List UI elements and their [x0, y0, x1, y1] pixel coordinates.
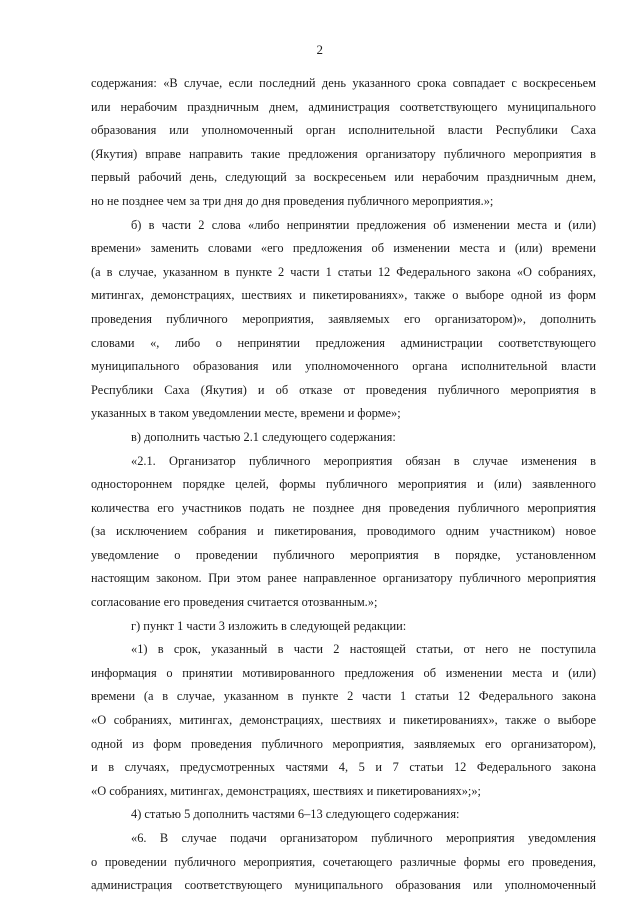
text-line: словами «, либо о непринятии предложения администрации соответствующего: [91, 335, 596, 350]
text-line: г) пункт 1 части 3 изложить в следующей редакции:: [131, 618, 407, 633]
text-line: уведомление о проведении публичного мероприятия в порядке, установленном: [91, 547, 596, 562]
text-line: проведения публичного мероприятия, заявляемых его организатором)», дополнить: [91, 311, 596, 326]
page-number: 2: [316, 42, 324, 57]
text-line: первый рабочий день, следующий за воскресеньем или нерабочим праздничным днем,: [91, 170, 596, 185]
text-line: времени (а в случае, указанном в пункте 2 части 1 статьи 12 Федерального закона: [91, 689, 596, 704]
text-line: «2.1. Организатор публичного мероприятия обязан в случае изменения в: [131, 453, 596, 468]
text-line: указанных в таком уведомлении месте, времени и форме»;: [91, 406, 401, 421]
text-line: «1) в срок, указанный в части 2 настоящей статьи, от него не поступила: [131, 642, 596, 657]
text-line: количества его участников подать не позднее дня проведения публичного мероприятия: [91, 500, 596, 515]
text-line: б) в части 2 слова «либо непринятии предложения об изменении места и (или): [131, 217, 596, 232]
text-line: но не позднее чем за три дня до дня проведения публичного мероприятия.»;: [91, 193, 494, 208]
text-line: администрация соответствующего муниципального образования или уполномоченный: [91, 878, 596, 893]
text-line: содержания: «В случае, если последний день указанного срока совпадает с воскресеньем: [91, 76, 596, 90]
text-line: «6. В случае подачи организатором публичного мероприятия уведомления: [131, 831, 596, 845]
text-line: «О собраниях, митингах, демонстрациях, шествиях и пикетированиях», также о выборе: [91, 713, 596, 728]
text-line: одной из форм проведения публичного мероприятия, заявляемых его организатором),: [91, 736, 596, 751]
text-line: времени» заменить словами «его предложения об изменении места и (или) времени: [91, 241, 596, 256]
text-line: «О собраниях, митингах, демонстрациях, шествиях и пикетированиях»;»;: [91, 783, 481, 798]
text-line: согласование его проведения считается отозванным.»;: [91, 595, 378, 610]
text-line: о проведении публичного мероприятия, сочетающего различные формы его проведения,: [91, 854, 596, 869]
text-line: (Якутия) вправе направить такие предложения организатору публичного мероприятия в: [91, 146, 596, 161]
text-line: информация о принятии мотивированного предложения об изменении места и (или): [91, 665, 596, 680]
text-line: или нерабочим праздничным днем, администрация соответствующего муниципального: [91, 99, 596, 114]
text-line: Республики Саха (Якутия) и об отказе от проведения публичного мероприятия в: [91, 382, 596, 397]
text-line: 4) статью 5 дополнить частями 6–13 следующего содержания:: [131, 807, 460, 822]
text-line: муниципального образования или уполномоченного органа исполнительной власти: [91, 359, 596, 374]
text-line: одностороннем порядке целей, формы публичного мероприятия и (или) заявленного: [91, 477, 596, 492]
text-line: (а в случае, указанном в пункте 2 части 1 статьи 12 Федерального закона «О собраниях,: [91, 264, 596, 279]
text-line: митингах, демонстрациях, шествиях и пикетированиях», также о выборе одной из форм: [91, 288, 596, 303]
document-body: [91, 72, 596, 898]
text-line: образования или уполномоченный орган исполнительной власти Республики Саха: [91, 123, 596, 138]
text-line: (за исключением собрания и пикетирования, проводимого одним участником) новое: [91, 524, 596, 539]
text-line: в) дополнить частью 2.1 следующего содержания:: [131, 429, 396, 444]
text-line: настоящим законом. При этом ранее направленное организатору публичного мероприятия: [91, 571, 596, 586]
text-line: и в случаях, предусмотренных частями 4, 5 и 7 статьи 12 Федерального закона: [91, 760, 596, 775]
